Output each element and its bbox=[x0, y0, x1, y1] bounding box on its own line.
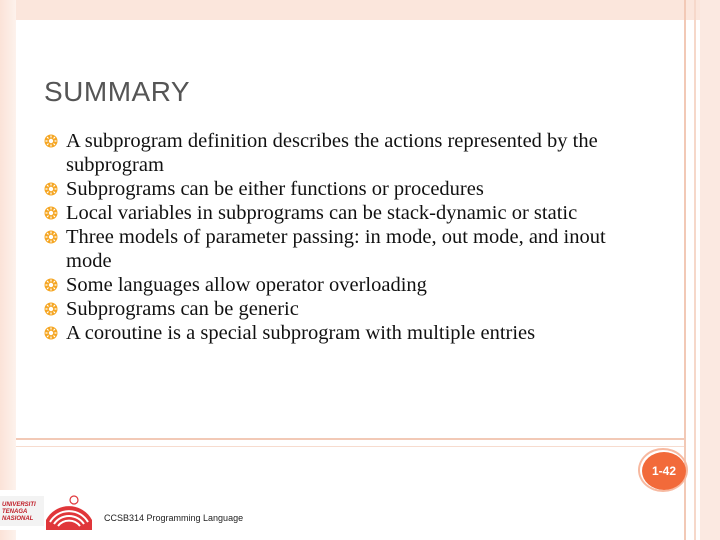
slide-title: SUMMARY bbox=[44, 76, 191, 107]
bullet-text: A coroutine is a special subprogram with multiple entries bbox=[66, 322, 536, 344]
gear-icon bbox=[44, 278, 58, 292]
gear-icon bbox=[44, 302, 58, 316]
frame-right-band bbox=[700, 0, 720, 540]
bullet-item bbox=[44, 129, 644, 177]
gear-icon bbox=[44, 206, 58, 220]
gear-icon bbox=[44, 182, 58, 196]
bullet-text: Local variables in subprograms can be stack-dynamic or static bbox=[66, 202, 578, 224]
bullet-text: Some languages allow operator overloading bbox=[66, 274, 427, 296]
footer-text: CCSB314 Programming Language bbox=[104, 513, 244, 523]
frame-bottom-line-inner bbox=[16, 446, 684, 447]
bullet-list bbox=[44, 129, 644, 345]
bullet-text: Subprograms can be generic bbox=[66, 298, 299, 320]
gear-icon bbox=[44, 230, 58, 244]
bullet-item bbox=[44, 225, 644, 273]
bullet-item bbox=[44, 273, 644, 297]
bullet-item bbox=[44, 177, 644, 201]
page-number-badge: 1-42 bbox=[642, 452, 686, 490]
bullet-text: A subprogram definition describes the actions represented by the subprogram bbox=[66, 130, 598, 176]
frame-bottom-line bbox=[16, 438, 684, 440]
bullet-text: Three models of parameter passing: in mode, out mode, and inout mode bbox=[66, 226, 606, 272]
bullet-text: Subprograms can be either functions or procedures bbox=[66, 178, 484, 200]
frame-left-band bbox=[0, 0, 16, 540]
bullet-item bbox=[44, 297, 644, 321]
gear-icon bbox=[44, 134, 58, 148]
bullet-item bbox=[44, 201, 644, 225]
bullet-item bbox=[44, 321, 644, 345]
frame-top-band bbox=[0, 0, 720, 20]
frame-right-line-inner bbox=[694, 0, 696, 540]
logo-text: UNIVERSITI TENAGA NASIONAL bbox=[2, 502, 36, 522]
gear-icon bbox=[44, 326, 58, 340]
